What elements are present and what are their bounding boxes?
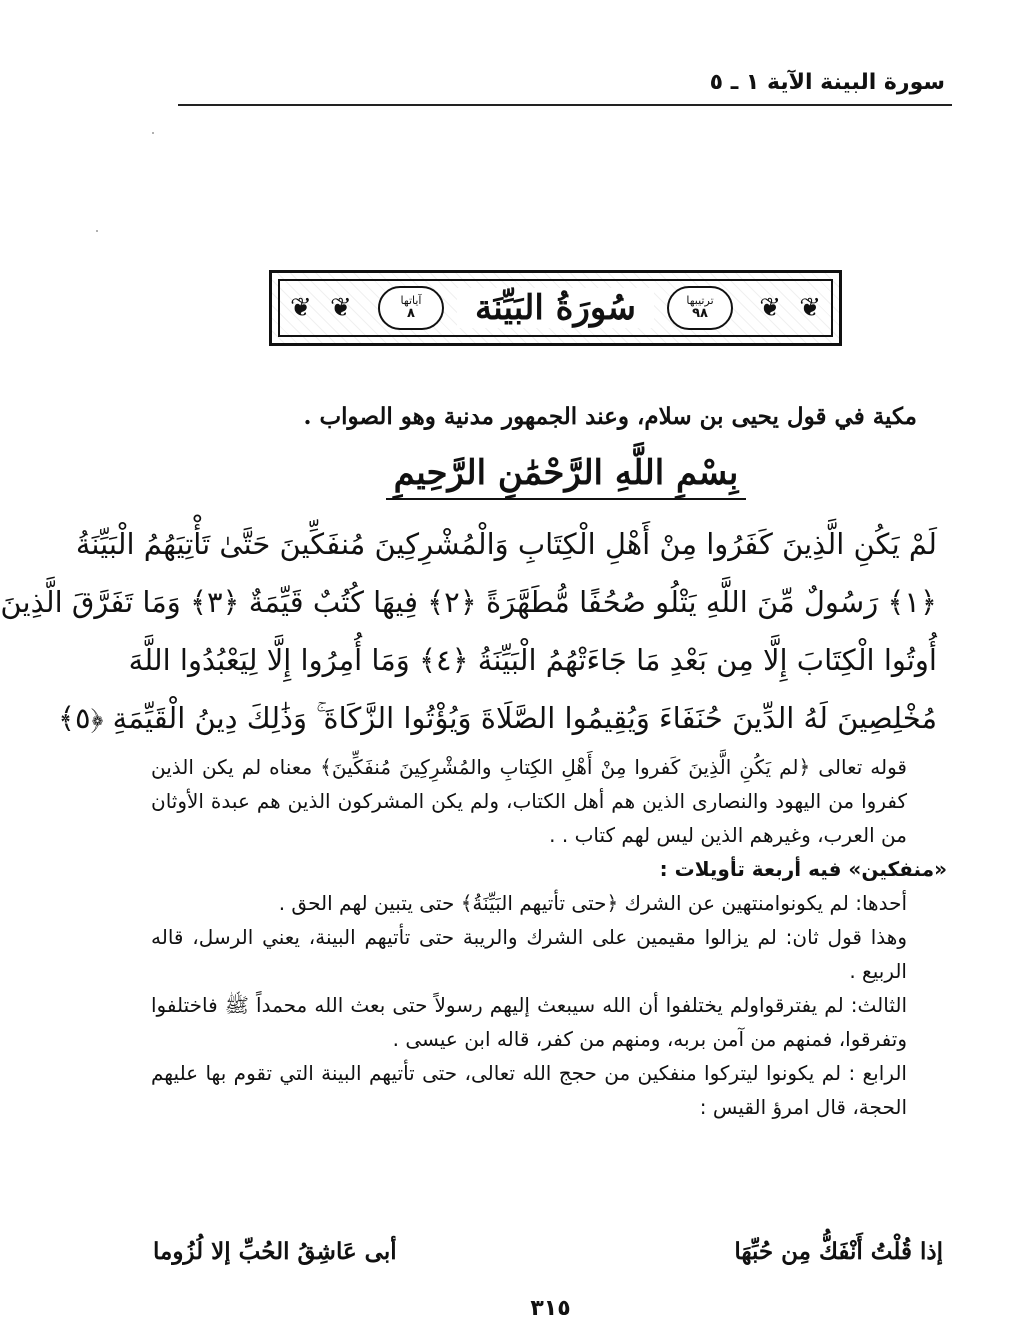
quran-text: [0, 515, 937, 747]
quran-line: مُخْلِصِينَ لَهُ الدِّينَ حُنَفَاءَ وَيُقِيمُوا الصَّلَاةَ وَيُؤْتُوا الزَّكَاةَ ۚ وَذَٰلِكَ دِينُ الْقَيِّمَةِ ﴿٥﴾: [58, 701, 937, 735]
surah-title: سُورَةُ البَيِّنَة: [457, 288, 654, 328]
surah-order-medallion: [667, 286, 733, 330]
page-number: ٣١٥: [530, 1296, 571, 1321]
commentary-paragraph: وهذا قول ثان: لم يزالوا مقيمين على الشرك والريبة حتى تأتيهم البينة، يعني الرسل، قاله الربيع .: [151, 925, 907, 983]
poem-second-hemistich: أبى عَاشِقُ الحُبِّ إلا لُزُوما: [153, 1238, 397, 1265]
floral-ornament-icon: ❦: [330, 293, 352, 323]
surah-verses-label: آياتها: [400, 293, 422, 307]
scan-speck: [96, 230, 98, 232]
quran-line: لَمْ يَكُنِ الَّذِينَ كَفَرُوا مِنْ أَهْلِ الْكِتَابِ وَالْمُشْرِكِينَ مُنفَكِّينَ حَتَّىٰ تَأْتِيَهُمُ الْبَيِّنَةُ: [75, 527, 937, 561]
surah-banner: [269, 270, 842, 346]
poem-first-hemistich: إذا قُلْتُ أَنْفَكُّ مِن حُبِّهَا: [734, 1238, 943, 1265]
surah-order-label: ترتيبها: [686, 293, 714, 307]
commentary-paragraph: قوله تعالى ﴿لم يَكُنِ الَّذِينَ كَفروا مِنْ أَهْلِ الكِتابِ والمُشْرِكِينَ مُنفَكِّينَ﴾ معناه لم يكن الذين كفروا من اليهود والنصارى الذين هم أهل الكتاب، ولم يكن المشركون الذين هم عبدة الأوثان من العرب، وغيرهم الذين ليس لهم كتاب . .: [151, 755, 907, 847]
running-header: سورة البينة الآية ١ ـ ٥: [709, 70, 945, 95]
surah-order-value: ٩٨: [692, 305, 708, 321]
surah-verses-value: ٨: [407, 305, 415, 321]
quran-line: ﴿١﴾ رَسُولٌ مِّنَ اللَّهِ يَتْلُو صُحُفًا مُّطَهَّرَةً ﴿٢﴾ فِيهَا كُتُبٌ قَيِّمَةٌ ﴿٣﴾ وَمَا تَفَرَّقَ الَّذِينَ: [0, 585, 937, 619]
poem-verse: [153, 1238, 943, 1265]
header-rule: [178, 104, 952, 106]
floral-ornament-icon: ❦: [799, 293, 821, 323]
scan-speck: [152, 132, 154, 134]
surah-banner-frame: [278, 279, 833, 337]
basmala: بِسْمِ اللَّهِ الرَّحْمَٰنِ الرَّحِيمِ: [386, 448, 746, 500]
surah-verses-medallion: [378, 286, 444, 330]
floral-ornament-icon: ❦: [290, 293, 312, 323]
quran-line: أُوتُوا الْكِتَابَ إِلَّا مِن بَعْدِ مَا جَاءَتْهُمُ الْبَيِّنَةُ ﴿٤﴾ وَمَا أُمِرُوا إِلَّا لِيَعْبُدُوا اللَّهَ: [128, 643, 937, 677]
surah-intro: مكية في قول يحيى بن سلام، وعند الجمهور مدنية وهو الصواب .: [303, 403, 917, 430]
commentary: [151, 750, 947, 1124]
commentary-paragraph: «منفكين» فيه أربعة تأويلات :: [659, 857, 947, 881]
floral-ornament-icon: ❦: [759, 293, 781, 323]
commentary-paragraph: أحدها: لم يكونوامنتهين عن الشرك ﴿حتى تأتيهم البَيِّنَةُ﴾ حتى يتبين لهم الحق .: [278, 891, 907, 915]
commentary-paragraph: الثالث: لم يفترقواولم يختلفوا أن الله سيبعث إليهم رسولاً حتى بعث الله محمداً ﷺ فاختلفوا وتفرقوا، فمنهم من آمن بربه، ومنهم من كفر، قاله ابن عيسى .: [151, 993, 907, 1051]
commentary-paragraph: الرابع : لم يكونوا ليتركوا منفكين من حجج الله تعالى، حتى تأتيهم البينة التي تقوم بها عليهم الحجة، قال امرؤ القيس :: [151, 1061, 907, 1119]
